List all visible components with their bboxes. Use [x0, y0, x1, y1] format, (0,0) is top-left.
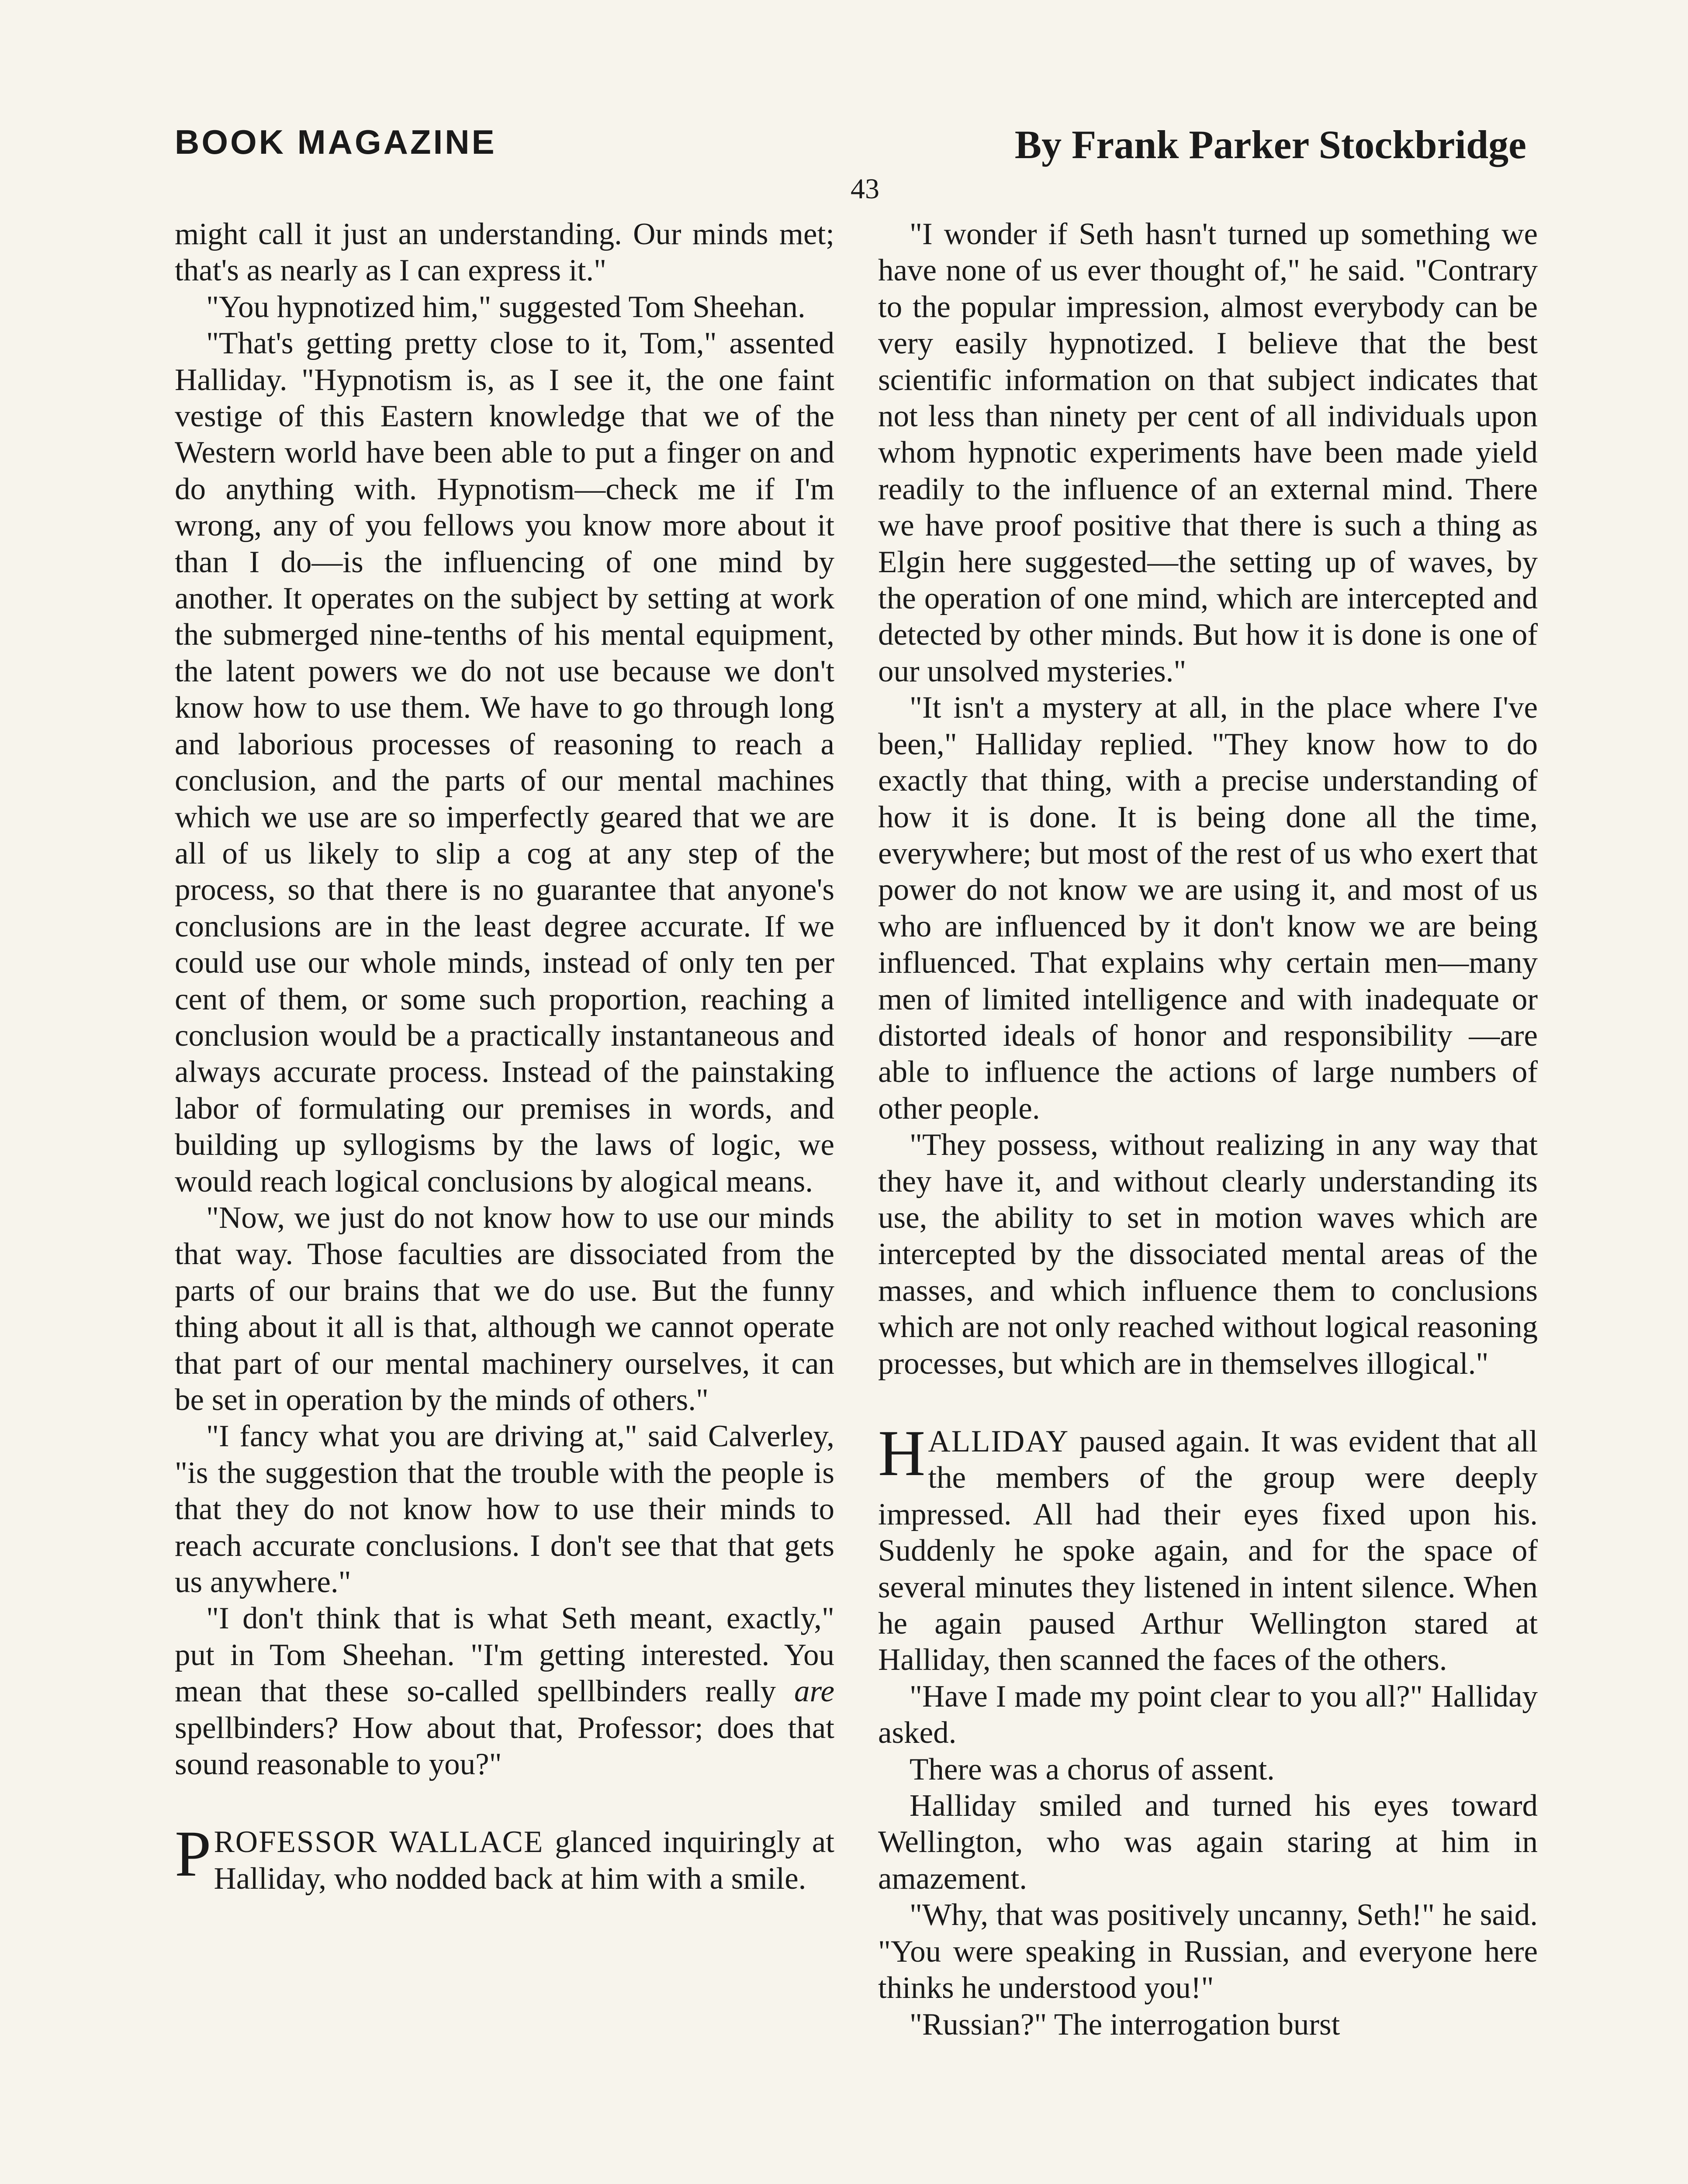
paragraph: There was a chorus of assent.: [910, 1752, 1275, 1787]
small-caps-lead: ROFESSOR WALLACE: [214, 1825, 544, 1859]
paragraph-text: spellbinders? How about that, Professor; does that sound reasonable to you?": [175, 1711, 834, 1782]
right-text-column: [878, 216, 1538, 2043]
paragraph-text: glanced inquiringly at Halliday, who nodded back at him with a smile.: [214, 1825, 834, 1896]
paragraph: "That's getting pretty close to it, Tom," assented Halliday. "Hypnotism is, as I see it, the one faint vestige of this Eastern knowledge that we of the Western world have been able to put a finger on and do anything with. Hypnotism—check me if I'm wrong, any of you fellows you know more about it than I do—is the influencing of one mind by another. It operates on the subject by setting at work the submerged nine-tenths of his mental equipment, the latent powers we do not use because we don't know how to use them. We have to go through long and laborious processes of reasoning to reach a conclusion, and the parts of our mental machines which we use are so imperfectly geared that we are all of us likely to slip a cog at any step of the process, so that there is no guarantee that anyone's conclusions are in the least degree accurate. If we could use our whole minds, instead of only ten per cent of them, or some such proportion, reaching a conclusion would be a practically instantaneous and always accurate process. Instead of the painstaking labor of formulating our premises in words, and building up syllogisms by the laws of logic, we would reach logical conclusions by alogical means.: [175, 326, 834, 1199]
paragraph: "They possess, without realizing in any way that they have it, and without clearly understanding its use, the ability to set in motion waves which are intercepted by the dissociated mental areas of the masses, and which influence them to conclusions which are not only reached without logical reasoning processes, but which are in themselves illogical.": [878, 1128, 1538, 1381]
drop-cap: P: [175, 1818, 211, 1890]
paragraph: "Now, we just do not know how to use our minds that way. Those faculties are dissociated from the parts of our brains that we do use. But the funny thing about it all is that, although we cannot operate that part of our mental machinery ourselves, it can be set in operation by the minds of others.": [175, 1200, 834, 1417]
small-caps-lead: ALLIDAY: [928, 1424, 1069, 1458]
section-start-paragraph: [878, 1417, 1538, 1679]
paragraph-text: "I don't think that is what Seth meant, exactly," put in Tom Sheehan. "I'm getting interested. You mean that these so-called spellbinders really: [175, 1601, 834, 1709]
page-number: 43: [851, 173, 879, 205]
paragraph: "You hypnotized him," suggested Tom Sheehan.: [206, 290, 806, 324]
paragraph: "Why, that was positively uncanny, Seth!" he said. "You were speaking in Russian, and everyone here thinks he understood you!": [878, 1898, 1538, 2005]
paragraph: "Have I made my point clear to you all?" Halliday asked.: [878, 1679, 1538, 1750]
paragraph: [175, 1600, 834, 1783]
paragraph: "Russian?" The interrogation burst: [910, 2007, 1340, 2042]
paragraph: "I wonder if Seth hasn't turned up something we have none of us ever thought of," he said. "Contrary to the popular impression, almost everybody can be very easily hypnotized. I believe that the best scientific information on that subject indicates that not less than ninety per cent of all individuals upon whom hypnotic experiments have been made yield readily to the influence of an external mind. There we have proof positive that there is such a thing as Elgin here suggested—the setting up of waves, by the operation of one mind, which are intercepted and detected by other minds. But how it is done is one of our unsolved mysteries.": [878, 217, 1538, 688]
author-byline-header: By Frank Parker Stockbridge: [1014, 122, 1526, 167]
section-start-paragraph: [175, 1818, 834, 1897]
paragraph: "I fancy what you are driving at," said Calverley, "is the suggestion that the trouble with the people is that they do not know how to use their minds to reach accurate conclusions. I don't see that that gets us anywhere.": [175, 1419, 834, 1600]
magazine-title-header: BOOK MAGAZINE: [175, 123, 497, 161]
paragraph: Halliday smiled and turned his eyes toward Wellington, who was again staring at him in amazement.: [878, 1789, 1538, 1896]
paragraph: "It isn't a mystery at all, in the place where I've been," Halliday replied. "They know how to do exactly that thing, with a precise understanding of how it is done. It is being done all the time, everywhere; but most of the rest of us who exert that power do not know we are using it, and most of us who are influenced by it don't know we are being influenced. That explains why certain men—many men of limited intelligence and with inadequate or distorted ideals of honor and responsibility —are able to influence the actions of large numbers of other people.: [878, 691, 1538, 1126]
drop-cap: H: [878, 1417, 926, 1489]
paragraph-text: paused again. It was evident that all the members of the group were deeply impressed. All had their eyes fixed upon his. Suddenly he spoke again, and for the space of several minutes they listened in intent silence. When he again paused Arthur Wellington stared at Halliday, then scanned the faces of the others.: [878, 1424, 1538, 1677]
left-text-column: [175, 216, 834, 1897]
paragraph: might call it just an understanding. Our minds met; that's as nearly as I can express it.": [175, 217, 834, 288]
emphasis-text: are: [794, 1674, 834, 1709]
